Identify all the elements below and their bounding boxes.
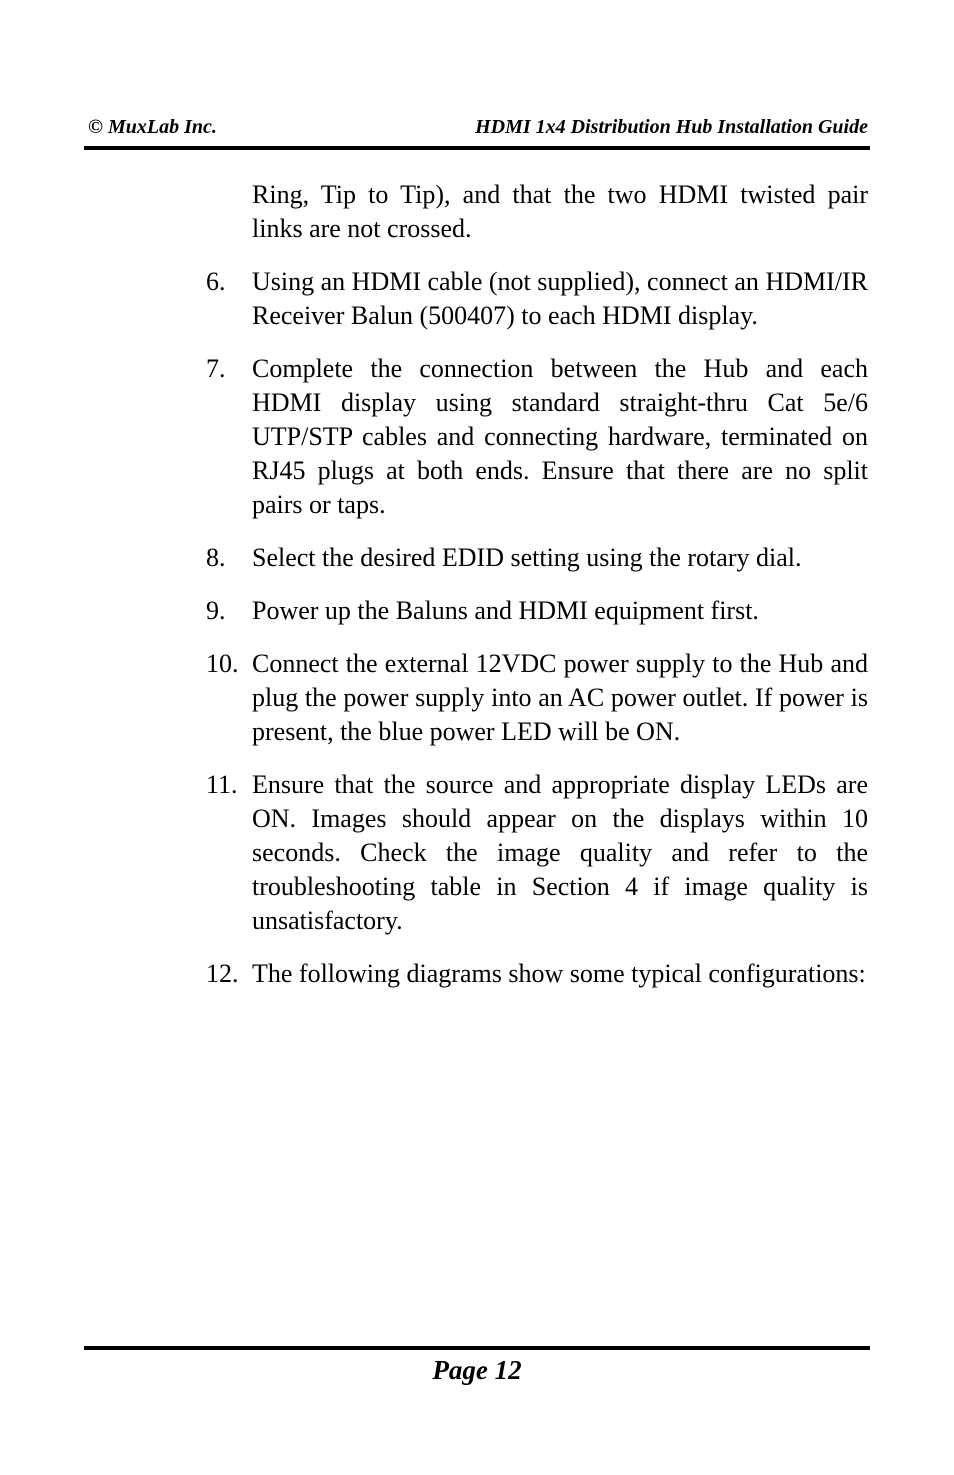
step-number: 11.: [206, 770, 238, 799]
header-divider: [84, 146, 870, 150]
step-text: Power up the Baluns and HDMI equipment first.: [252, 596, 759, 625]
header-document-title: HDMI 1x4 Distribution Hub Installation Guide: [475, 116, 868, 138]
step-text: Connect the external 12VDC power supply to the Hub and plug the power supply into an AC power outlet. If power is present, the blue power LED will be ON.: [252, 649, 868, 746]
step-number: 12.: [206, 959, 239, 988]
list-item-step-6: [206, 265, 868, 333]
step-number: 10.: [206, 649, 239, 678]
list-item-step-10: [206, 647, 868, 749]
header-company: © MuxLab Inc.: [88, 116, 217, 138]
step-number: 6.: [206, 267, 226, 296]
page-header: [84, 116, 868, 146]
list-item-step-7: [206, 352, 868, 522]
step-text: Using an HDMI cable (not supplied), connect an HDMI/IR Receiver Balun (500407) to each HDMI display.: [252, 267, 868, 330]
list-item-step-8: [206, 541, 868, 575]
body-content: [206, 178, 868, 1010]
footer-divider: [84, 1346, 870, 1350]
list-item-step-9: [206, 594, 868, 628]
step-number: 7.: [206, 354, 226, 383]
step-text: Select the desired EDID setting using the rotary dial.: [252, 543, 802, 572]
step-text: Ensure that the source and appropriate display LEDs are ON. Images should appear on the displays within 10 seconds. Check the image quality and refer to the troubleshooting table in Section 4 if image quality is unsatisfactory.: [252, 770, 868, 935]
continuation-paragraph: Ring, Tip to Tip), and that the two HDMI twisted pair links are not crossed.: [252, 180, 868, 243]
list-item-step-11: [206, 768, 868, 938]
step-number: 9.: [206, 596, 226, 625]
list-item-step-12: [206, 957, 868, 991]
step-text: Complete the connection between the Hub and each HDMI display using standard straight-thru Cat 5e/6 UTP/STP cables and connecting hardware, terminated on RJ45 plugs at both ends. Ensure that there are no split pairs or taps.: [252, 354, 868, 519]
page-number: Page 12: [432, 1355, 522, 1385]
step-number: 8.: [206, 543, 226, 572]
step-text: The following diagrams show some typical configurations:: [252, 959, 866, 988]
